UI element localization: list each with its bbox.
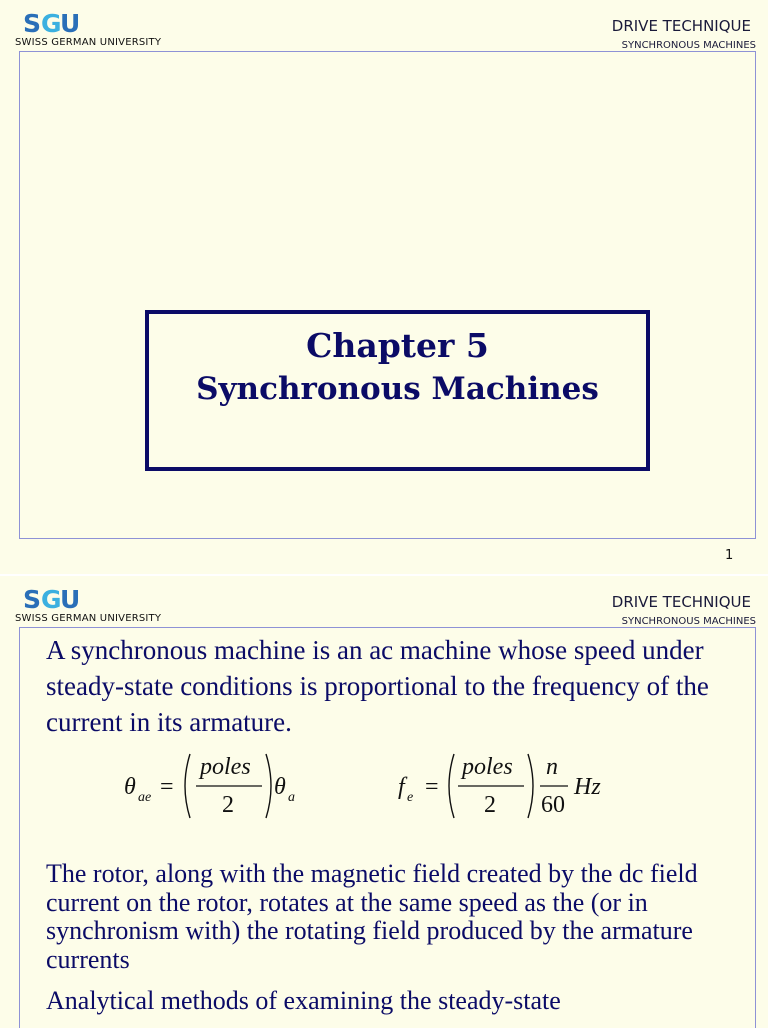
- eq1-rhs-symbol: θ: [274, 774, 286, 800]
- equations: [0, 754, 768, 824]
- eq1-frac-den: 2: [222, 792, 234, 818]
- course-title: DRIVE TECHNIQUE: [611, 17, 751, 35]
- page-number: 1: [725, 548, 734, 563]
- paragraph-rotor: The rotor, along with the magnetic field created by the dc field current on the rotor, rotates at the same speed as the (or in synchronism with) the rotating field produced by the armature currents: [46, 859, 698, 974]
- eq1-rhs-sub: a: [288, 790, 295, 805]
- eq1-right-paren: [266, 754, 271, 818]
- eq2-equals: =: [425, 774, 439, 800]
- equation-row: [0, 754, 768, 824]
- equation-frequency: [398, 754, 601, 818]
- chapter-title-box: [145, 310, 650, 471]
- svg-text:S: S: [23, 10, 40, 36]
- eq1-lhs-symbol: θ: [124, 774, 136, 800]
- svg-text:U: U: [60, 586, 79, 612]
- chapter-number: Chapter 5: [306, 326, 489, 365]
- eq1-frac-num: poles: [200, 754, 251, 780]
- chapter-title: Synchronous Machines: [196, 371, 599, 407]
- course-subtitle: SYNCHRONOUS MACHINES: [621, 40, 756, 51]
- svg-text:U: U: [60, 10, 79, 36]
- eq2-frac2-den: 60: [541, 792, 565, 818]
- course-title: DRIVE TECHNIQUE: [611, 593, 751, 611]
- paragraph-intro: A synchronous machine is an ac machine whose speed under steady-state conditions is proportional to the frequency of the current in its armature.: [46, 635, 709, 737]
- eq2-right-paren: [528, 754, 533, 818]
- svg-text:G: G: [41, 586, 60, 612]
- eq2-frac-num: poles: [462, 754, 513, 780]
- eq2-lhs-symbol: f: [398, 774, 405, 800]
- university-name: SWISS GERMAN UNIVERSITY: [15, 37, 162, 48]
- eq2-lhs-sub: e: [407, 790, 414, 805]
- course-subtitle: SYNCHRONOUS MACHINES: [621, 616, 756, 627]
- sgu-logo: [22, 10, 82, 36]
- eq1-equals: =: [160, 774, 174, 800]
- eq1-left-paren: [185, 754, 190, 818]
- equation-electrical-angle: [124, 754, 295, 818]
- eq2-left-paren: [449, 754, 454, 818]
- paragraph-analysis: Analytical methods of examining the steady-state: [46, 986, 561, 1015]
- eq1-lhs-sub: ae: [138, 790, 152, 805]
- eq2-frac-den: 2: [484, 792, 496, 818]
- eq2-unit: Hz: [574, 774, 601, 800]
- svg-text:G: G: [41, 10, 60, 36]
- sgu-logo: [22, 586, 82, 612]
- content-slide: [0, 576, 768, 1024]
- eq2-frac2-num: n: [546, 754, 558, 780]
- university-name: SWISS GERMAN UNIVERSITY: [15, 613, 162, 624]
- svg-text:S: S: [23, 586, 40, 612]
